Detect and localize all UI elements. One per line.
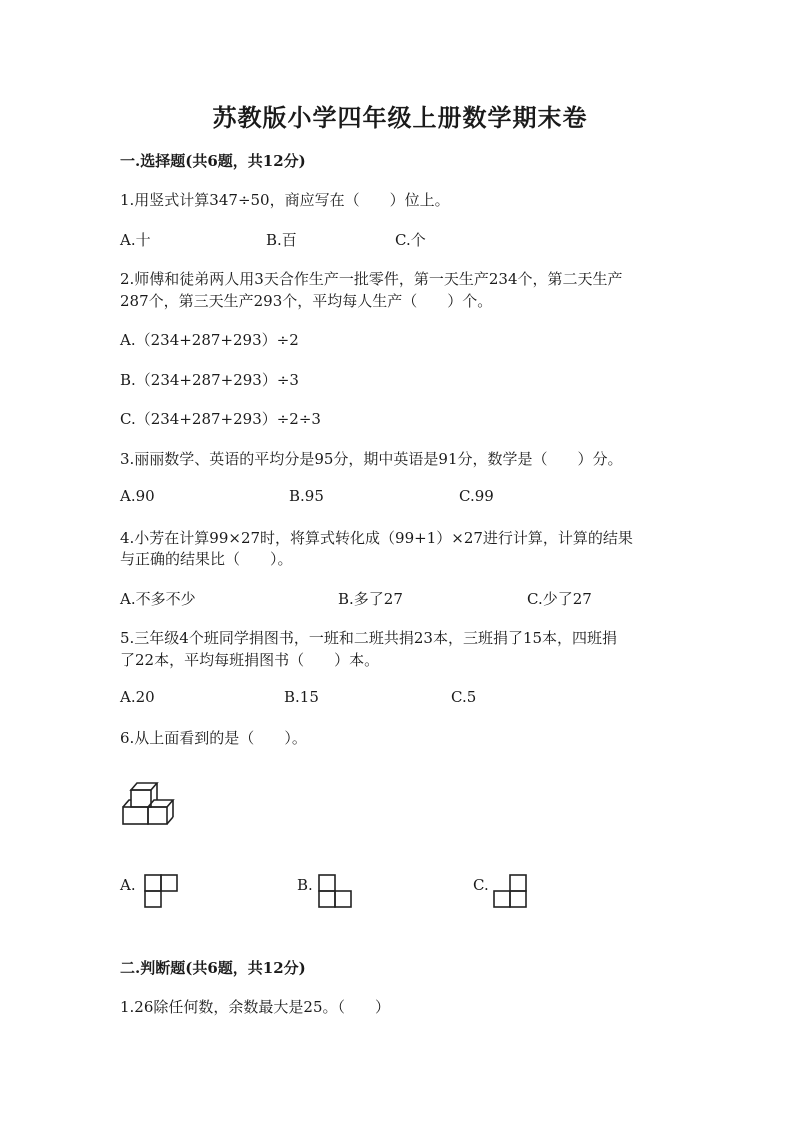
q1-option-b: B.百 <box>266 231 297 249</box>
q2-option-a: A.（234+287+293）÷2 <box>120 331 299 349</box>
q3-option-a: A.90 <box>120 487 155 505</box>
q6-option-c: C. <box>473 876 489 894</box>
q3-option-c: C.99 <box>459 487 494 505</box>
q6-option-b: B. <box>297 876 313 894</box>
q6-option-a: A. <box>120 876 136 894</box>
q4-option-c: C.少了27 <box>527 590 592 608</box>
question-5-line-1: 5.三年级4个班同学捐图书，一班和二班共捐23本，三班捐了15本，四班捐 <box>120 629 618 647</box>
q4-option-b: B.多了27 <box>338 590 403 608</box>
question-1-text: 1.用竖式计算347÷50，商应写在（ ）位上。 <box>120 191 450 209</box>
q6-option-b-figure <box>318 873 354 909</box>
q2-option-c: C.（234+287+293）÷2÷3 <box>120 410 321 428</box>
question-4-line-2: 与正确的结果比（ ）。 <box>120 550 293 568</box>
question-6-text: 6.从上面看到的是（ ）。 <box>120 729 307 747</box>
cube-stack-figure <box>118 778 182 828</box>
question-2-line-2: 287个，第三天生产293个，平均每人生产（ ）个。 <box>120 292 493 310</box>
section-heading-choice: 一.选择题(共6题，共12分) <box>120 152 306 170</box>
q5-option-c: C.5 <box>451 688 477 706</box>
q4-option-a: A.不多不少 <box>120 590 196 608</box>
page-title: 苏教版小学四年级上册数学期末卷 <box>212 103 588 132</box>
question-4-line-1: 4.小芳在计算99×27时，将算式转化成（99+1）×27进行计算，计算的结果 <box>120 529 633 547</box>
q5-option-a: A.20 <box>120 688 155 706</box>
q2-option-b: B.（234+287+293）÷3 <box>120 371 299 389</box>
q6-option-c-figure <box>493 873 529 909</box>
section-heading-judgment: 二.判断题(共6题，共12分) <box>120 959 306 977</box>
q1-option-c: C.个 <box>395 231 426 249</box>
q1-option-a: A.十 <box>120 231 151 249</box>
q5-option-b: B.15 <box>284 688 319 706</box>
q6-option-a-figure <box>144 873 180 909</box>
question-2-line-1: 2.师傅和徒弟两人用3天合作生产一批零件，第一天生产234个，第二天生产 <box>120 270 623 288</box>
question-3-text: 3.丽丽数学、英语的平均分是95分，期中英语是91分，数学是（ ）分。 <box>120 450 623 468</box>
question-5-line-2: 了22本，平均每班捐图书（ ）本。 <box>120 651 380 669</box>
q3-option-b: B.95 <box>289 487 324 505</box>
judgment-1-text: 1.26除任何数，余数最大是25。（ ） <box>120 998 390 1016</box>
